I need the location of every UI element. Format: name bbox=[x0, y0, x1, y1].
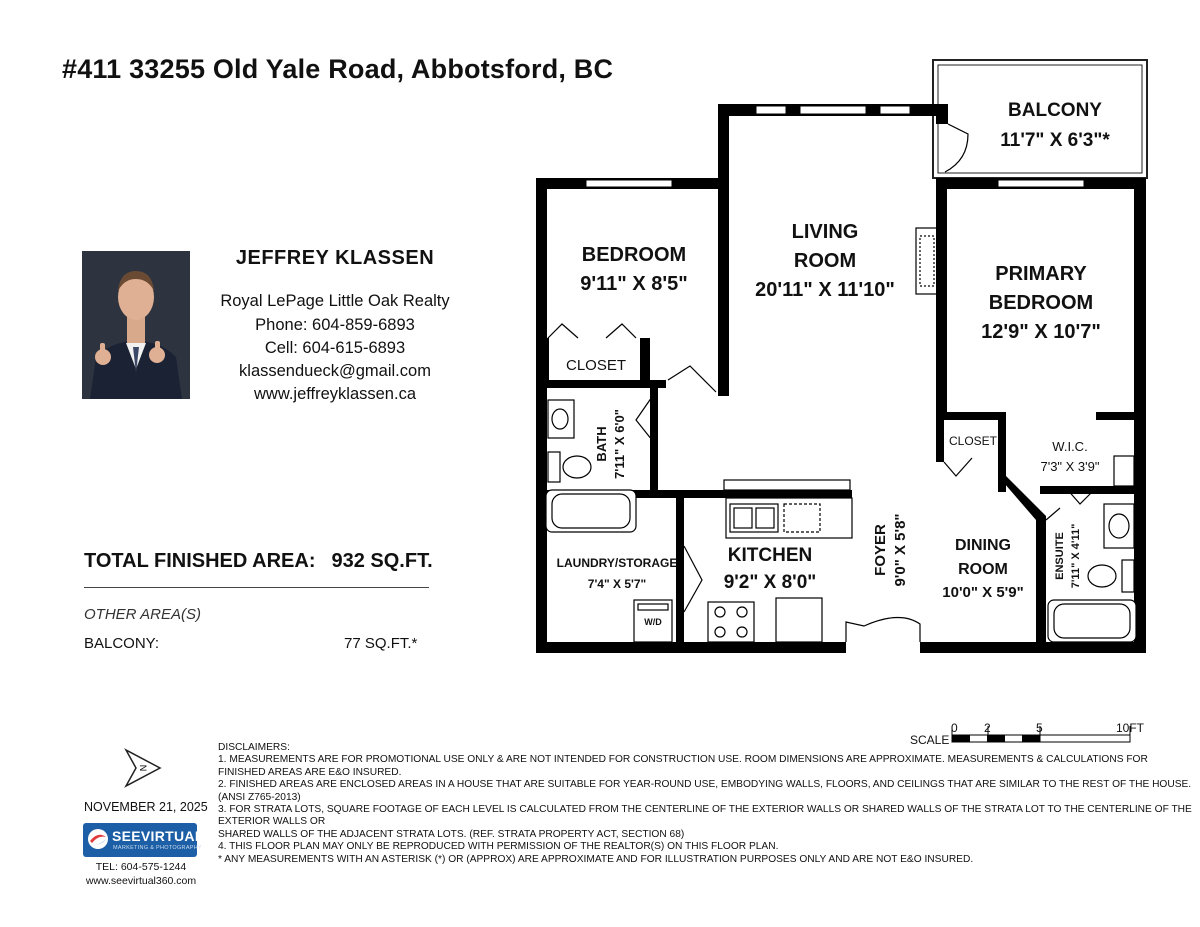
primary-bedroom-name-1: PRIMARY bbox=[995, 263, 1087, 285]
kitchen-dims: 9'2" X 8'0" bbox=[723, 572, 817, 593]
balcony-area-value: 77 SQ.FT.* bbox=[344, 635, 418, 652]
living-room-dims: 20'11" X 11'10" bbox=[755, 279, 895, 301]
washer-dryer-label: W/D bbox=[644, 617, 662, 627]
bath-name: BATH bbox=[594, 426, 609, 462]
summary-divider bbox=[84, 587, 429, 588]
disclaimer-line: * ANY MEASUREMENTS WITH AN ASTERISK (*) OR (APPROX) ARE APPROXIMATE AND FOR ILLUSTRATION PURPOSES ONLY AND ARE NOT E&O INSURED. bbox=[218, 853, 974, 865]
wic-name: W.I.C. bbox=[1052, 439, 1088, 454]
bedroom-dims: 9'11" X 8'5" bbox=[580, 273, 688, 295]
living-room-name-1: LIVING bbox=[791, 221, 859, 243]
scale-tick-5: 5 bbox=[1036, 721, 1043, 735]
agent-photo bbox=[82, 251, 190, 399]
dining-room-dims: 10'0" X 5'9" bbox=[942, 584, 1024, 601]
other-areas-heading: OTHER AREA(S) bbox=[84, 606, 201, 623]
total-area-label: TOTAL FINISHED AREA: bbox=[84, 550, 316, 572]
logo-name: SEEVIRTUAL bbox=[112, 828, 204, 844]
balcony-area-label: BALCONY: bbox=[84, 635, 160, 652]
closet-label-2: CLOSET bbox=[948, 434, 998, 448]
scale-label: SCALE bbox=[910, 733, 950, 747]
bath-dims: 7'11" X 6'0" bbox=[612, 409, 627, 479]
agent-email: klassendueck@gmail.com bbox=[239, 362, 431, 380]
disclaimer-line: 3. FOR STRATA LOTS, SQUARE FOOTAGE OF EACH LEVEL IS CALCULATED FROM THE CENTERLINE OF THE EXTERIOR WALLS OR SHARED WALLS OF THE STRATA LOT TO THE CENTERLINE OF THE bbox=[218, 804, 1192, 816]
disclaimer-line: 1. MEASUREMENTS ARE FOR PROMOTIONAL USE ONLY & ARE NOT INTENDED FOR CONSTRUCTION USE. ROOM DIMENSIONS ARE APPROXIMATE. MEASUREMENTS & CALCULATIONS FOR bbox=[218, 754, 1148, 766]
wic-dims: 7'3" X 3'9" bbox=[1040, 459, 1100, 474]
north-letter: N bbox=[138, 764, 148, 772]
agent-company: Royal LePage Little Oak Realty bbox=[220, 292, 450, 310]
ensuite-dims: 7'11" X 4'11" bbox=[1070, 523, 1082, 589]
disclaimer-line: 2. FINISHED AREAS ARE ENCLOSED AREAS IN A HOUSE THAT ARE SUITABLE FOR YEAR-ROUND USE, EMBODYING WALLS, FLOORS, AND CEILINGS THAT ARE SIMILAR TO THE REST OF THE HOUSE. bbox=[218, 779, 1192, 791]
closet-label-1: CLOSET bbox=[565, 357, 627, 374]
disclaimer-line: DISCLAIMERS: bbox=[218, 742, 290, 753]
disclaimer-line: FINISHED AREAS ARE E&O INSURED. bbox=[218, 766, 402, 778]
swirl-logo-icon bbox=[87, 827, 109, 851]
floor-plan bbox=[530, 58, 1158, 658]
primary-bedroom-name-2: BEDROOM bbox=[988, 292, 1094, 314]
balcony-name: BALCONY bbox=[1008, 100, 1102, 121]
scale-tick-10: 10FT bbox=[1116, 721, 1145, 735]
living-room-name-2: ROOM bbox=[793, 250, 857, 272]
agent-website: www.jeffreyklassen.ca bbox=[253, 385, 416, 403]
scale-tick-2: 2 bbox=[984, 721, 991, 735]
balcony-dims: 11'7" X 6'3"* bbox=[1000, 130, 1110, 151]
north-arrow-icon bbox=[122, 748, 162, 788]
fireplace-icon bbox=[916, 228, 938, 294]
scale-tick-0: 0 bbox=[951, 721, 958, 735]
laundry-name: LAUNDRY/STORAGE bbox=[556, 556, 678, 570]
total-finished-area bbox=[84, 550, 433, 573]
bedroom-name: BEDROOM bbox=[581, 244, 687, 266]
kitchen-name: KITCHEN bbox=[727, 545, 813, 566]
company-phone: TEL: 604-575-1244 bbox=[95, 861, 187, 873]
agent-name: JEFFREY KLASSEN bbox=[235, 247, 435, 269]
disclaimers bbox=[218, 742, 1192, 866]
disclaimer-line: 4. THIS FLOOR PLAN MAY ONLY BE REPRODUCED WITH PERMISSION OF THE REALTOR(S) ON THIS FLOOR PLAN. bbox=[218, 841, 779, 853]
foyer-dims: 9'0" X 5'8" bbox=[892, 513, 909, 587]
fixtures bbox=[546, 400, 1136, 642]
ensuite-name: ENSUITE bbox=[1054, 532, 1066, 580]
total-area-value: 932 SQ.FT. bbox=[331, 550, 433, 572]
company-website: www.seevirtual360.com bbox=[85, 875, 197, 887]
foyer-name: FOYER bbox=[872, 524, 889, 576]
disclaimer-line: EXTERIOR WALLS OR bbox=[218, 816, 326, 828]
primary-bedroom-dims: 12'9" X 10'7" bbox=[981, 321, 1101, 343]
agent-phone: Phone: 604-859-6893 bbox=[255, 316, 415, 334]
disclaimer-line: (ANSI Z765-2013) bbox=[218, 791, 301, 803]
plan-date: NOVEMBER 21, 2025 bbox=[84, 800, 208, 814]
dining-room-name-2: ROOM bbox=[958, 561, 1008, 578]
agent-cell: Cell: 604-615-6893 bbox=[264, 339, 406, 357]
page-title: #411 33255 Old Yale Road, Abbotsford, BC bbox=[62, 54, 614, 84]
dining-room-name-1: DINING bbox=[955, 537, 1011, 554]
logo-subtitle: MARKETING & PHOTOGRAPHY bbox=[113, 845, 203, 851]
disclaimer-line: SHARED WALLS OF THE ADJACENT STRATA LOTS. (REF. STRATA PROPERTY ACT, SECTION 68) bbox=[218, 828, 685, 840]
laundry-dims: 7'4" X 5'7" bbox=[587, 577, 647, 591]
